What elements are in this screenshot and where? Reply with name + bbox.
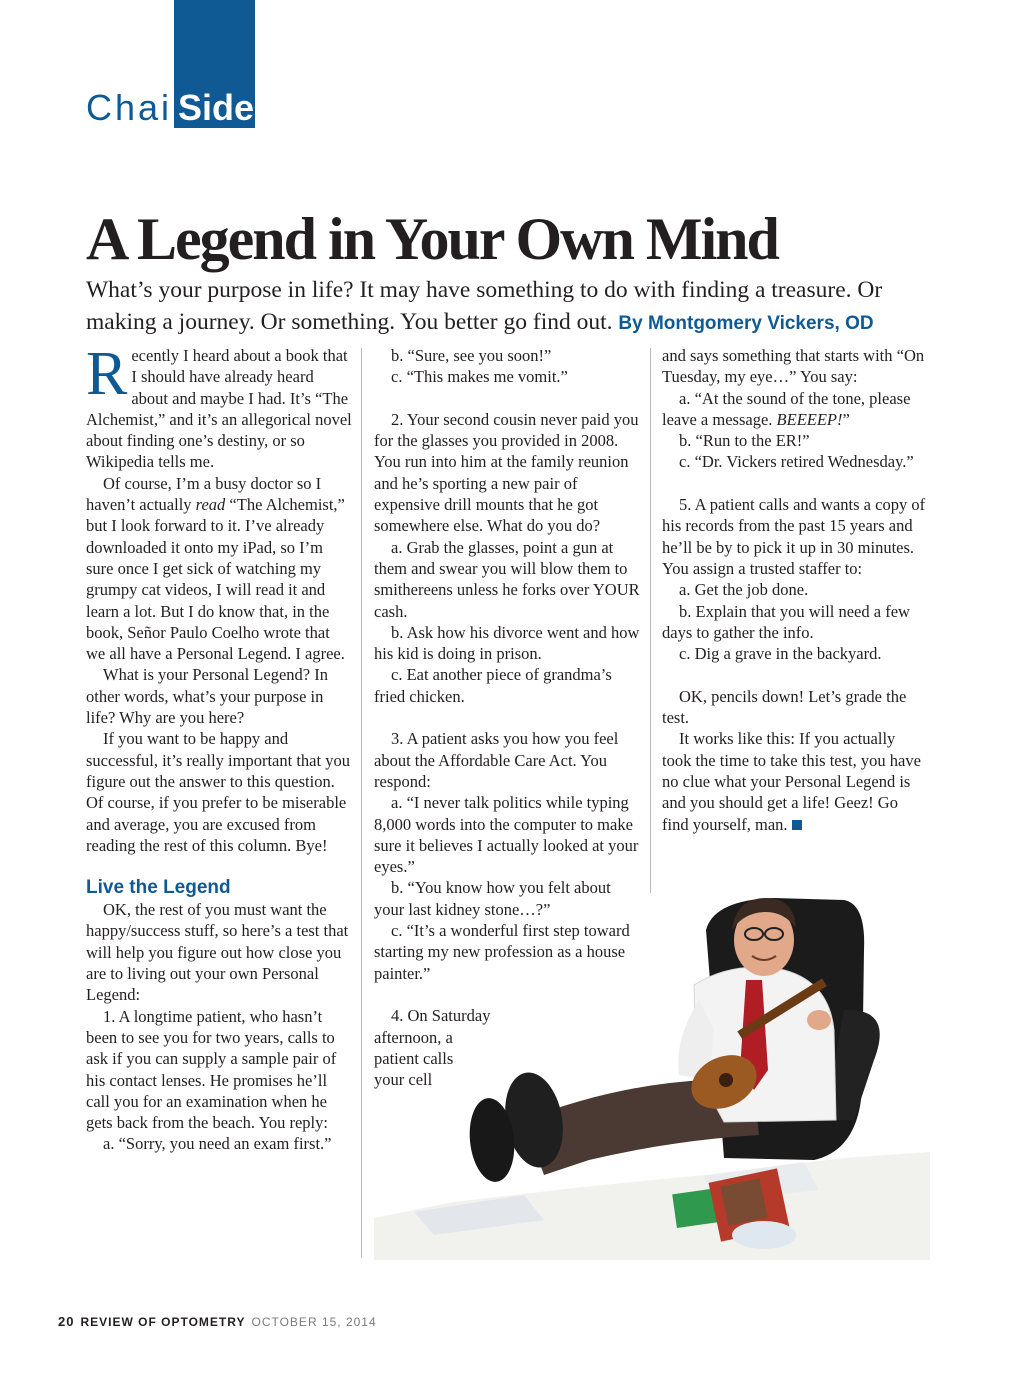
paragraph-text: Of course, I’m a busy doctor so I haven’t actually	[86, 473, 322, 515]
emphasis: read	[195, 495, 226, 515]
end-mark-icon	[792, 820, 802, 830]
answer-option: b. Ask how his divorce went and how his kid is doing in prison.	[374, 622, 640, 664]
line: 4. On Saturday	[391, 1006, 491, 1026]
answer-option: a. “Sorry, you need an exam first.”	[103, 1134, 332, 1154]
line: your cell	[374, 1070, 433, 1090]
answer-option: a. Get the job done.	[679, 580, 809, 600]
answer-option	[662, 388, 928, 431]
column-rule-2	[650, 348, 651, 893]
emphasis: BEEEEP!	[776, 409, 843, 429]
page-footer	[58, 1314, 377, 1329]
water-bottle	[732, 1221, 796, 1249]
page-number: 20	[58, 1314, 75, 1329]
answer-option: c. Eat another piece of grandma’s fried chicken.	[374, 665, 612, 706]
paragraph: and says something that starts with “On Tuesday, my eye…” You say:	[662, 346, 925, 387]
paragraph-text: It works like this: If you actually took the time to take this test, you have no clue what your Personal Legend is and you should get a life! Geez! Go find yourself, man.	[662, 729, 921, 834]
paragraph: What is your Personal Legend? In other words, what’s your purpose in life? Why are you here?	[86, 665, 328, 728]
headline: A Legend in Your Own Mind	[86, 206, 778, 272]
question: 2. Your second cousin never paid you for the glasses you provided in 2008. You run into him at the family reunion and he’s sporting a new pair of expensive drill mounts that he got somewhere else. What do you do?	[374, 409, 639, 536]
author-photo	[374, 890, 930, 1260]
paragraph: OK, pencils down! Let’s grade the test.	[662, 686, 907, 728]
paragraph	[86, 340, 352, 473]
answer-option: a. “I never talk politics while typing 8,000 words into the computer to make sure it believes I actually looked at your eyes.”	[374, 793, 639, 877]
question: 3. A patient asks you how you feel about the Affordable Care Act. You respond:	[374, 729, 619, 791]
line: afternoon, a	[374, 1027, 453, 1047]
paragraph-text: ecently I heard about a book that I should have already heard about and maybe I had. It’s “The Alchemist,” and it’s an allegorical novel about finding one’s destiny, or so Wikipedia tells me.	[86, 346, 352, 472]
answer-option: c. “Dr. Vickers retired Wednesday.”	[679, 452, 914, 472]
answer-option: c. “This makes me vomit.”	[391, 367, 568, 387]
ukulele-soundhole	[719, 1073, 733, 1087]
question: 5. A patient calls and wants a copy of his records from the past 15 years and he’ll be by to pick it up in 30 minutes. You assign a trusted staffer to:	[662, 495, 926, 578]
deck	[86, 274, 946, 340]
deck-text: What’s your purpose in life? It may have something to do with finding a treasure. Or making a journey. Or something. You better go find out.	[86, 277, 883, 335]
answer-option: c. “It’s a wonderful first step toward starting my new profession as a house painter.”	[374, 921, 630, 983]
answer-option: b. “Sure, see you soon!”	[391, 346, 552, 365]
column-rule-1	[361, 348, 362, 1258]
answer-text: a. “At the sound of the tone, please leave a message.	[662, 388, 911, 429]
paragraph: If you want to be happy and successful, it’s really important that you figure out the answer to this question. Of course, if you prefer to be miserable and average, you are excused from reading the rest of this column. Bye!	[86, 729, 350, 855]
paragraph	[662, 728, 928, 834]
section-label	[86, 86, 254, 130]
answer-option: b. “Run to the ER!”	[679, 431, 810, 451]
subhead: Live the Legend	[86, 877, 231, 899]
byline: By Montgomery Vickers, OD	[618, 313, 874, 334]
paragraph: OK, the rest of you must want the happy/success stuff, so here’s a test that will help you figure out how close you are to living out your own Personal Legend:	[86, 900, 349, 1005]
answer-option: b. “You know how you felt about your last kidney stone…?”	[374, 878, 611, 919]
drop-cap: R	[86, 340, 128, 408]
column-1	[86, 340, 352, 1155]
line: patient calls	[374, 1048, 454, 1068]
column-3	[662, 345, 928, 835]
magazine-name: REVIEW OF OPTOMETRY	[80, 1315, 246, 1329]
issue-date: OCTOBER 15, 2014	[251, 1315, 377, 1329]
paragraph-text: “The Alchemist,” but I look forward to it. I’ve already downloaded it onto my iPad, so I’m sure once I get sick of watching my grumpy cat videos, I will read it and learn a lot. But I do know that, in the book, Señor Paulo Coelho wrote that we all have a Personal Legend. I agree.	[86, 495, 345, 664]
answer-option: a. Grab the glasses, point a gun at them and swear you will blow them to smithereens unless he forks over YOUR cash.	[374, 537, 640, 621]
paragraph	[86, 473, 352, 665]
answer-option: c. Dig a grave in the backyard.	[679, 644, 882, 664]
hand	[807, 1010, 831, 1030]
section-label-chair: Chair	[86, 87, 188, 128]
magazine-cover-photo	[720, 1178, 767, 1225]
answer-text: ”	[842, 409, 850, 429]
answer-option: b. Explain that you will need a few days to gather the info.	[662, 601, 910, 642]
question: 1. A longtime patient, who hasn’t been to see you for two years, calls to ask if you can supply a sample pair of his contact lenses. He promises he’ll call you for an examination when he gets back from the beach. You reply:	[86, 1006, 337, 1133]
section-label-side: Side	[178, 87, 255, 128]
